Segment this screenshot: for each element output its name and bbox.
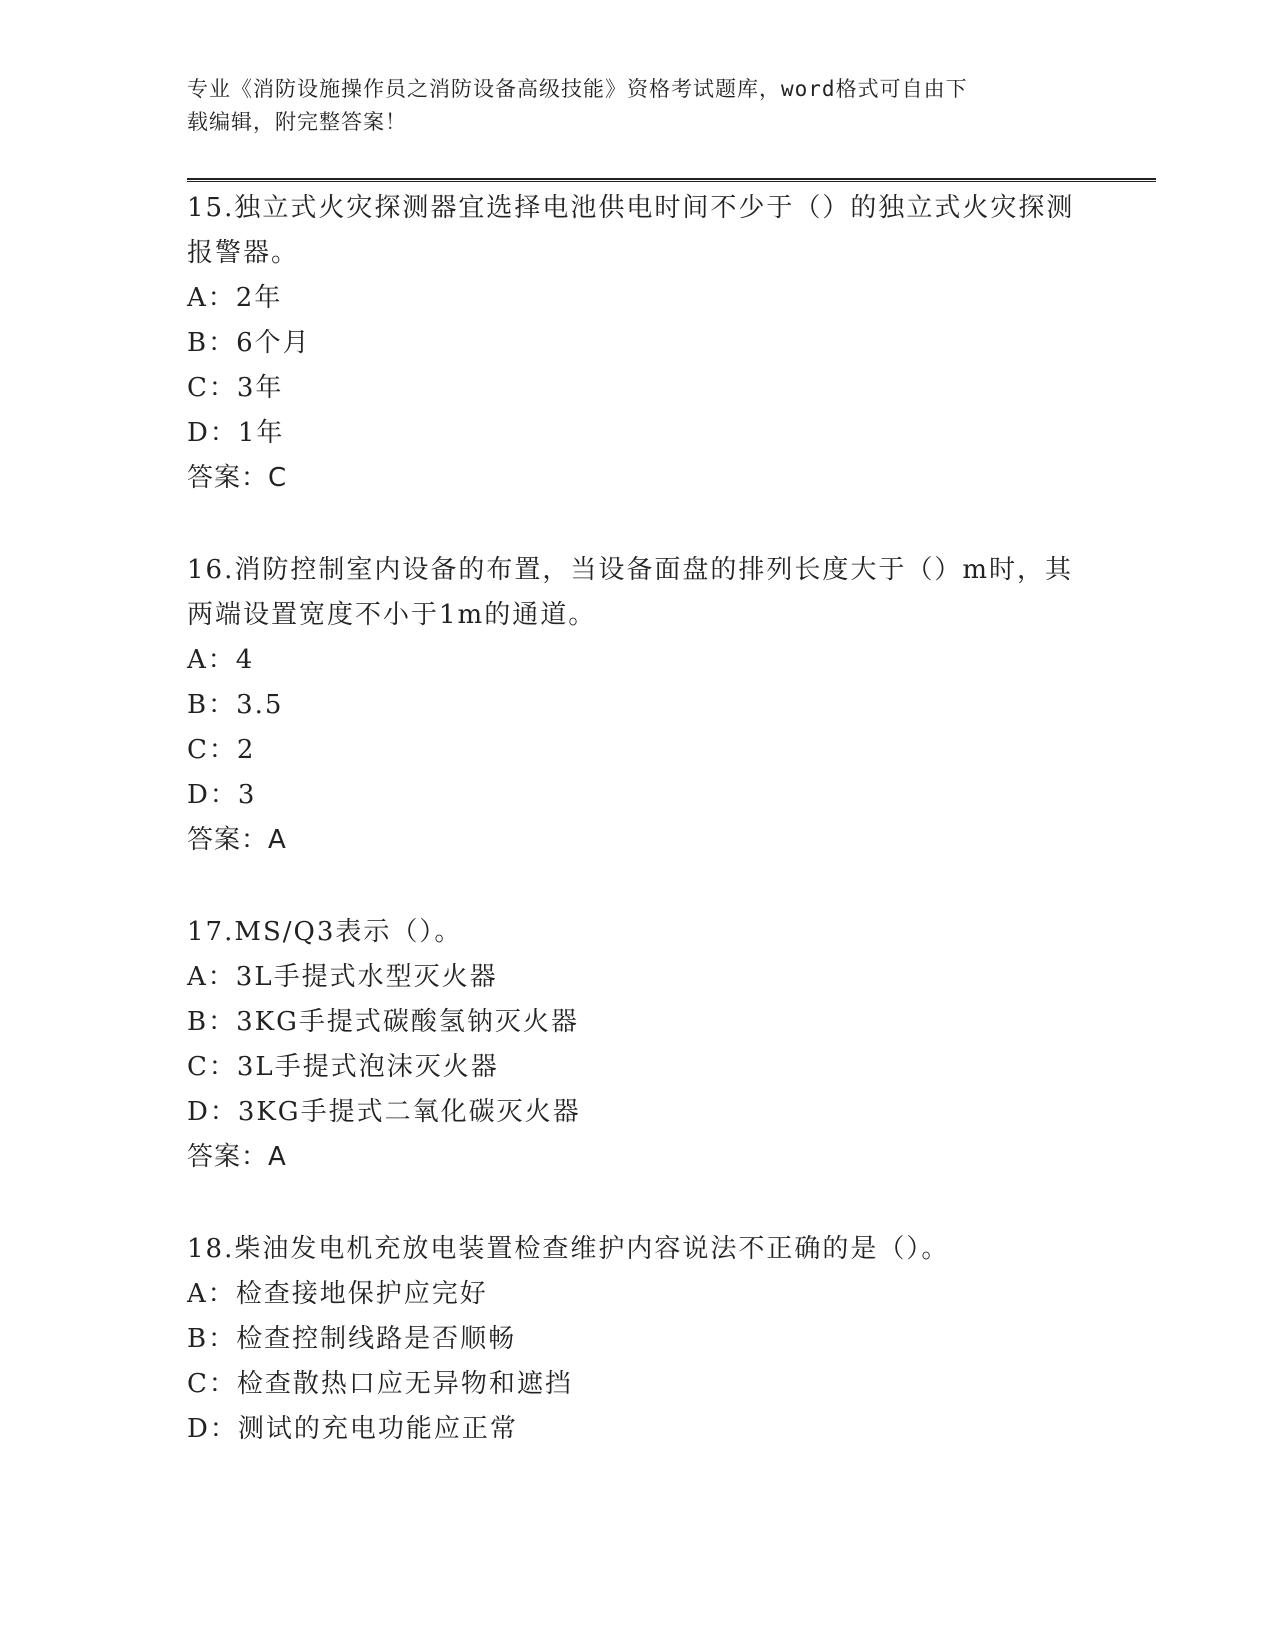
question-17 <box>187 910 1087 1180</box>
option-d: D：测试的充电功能应正常 <box>187 1414 518 1444</box>
question-16 <box>187 548 1087 863</box>
question-15 <box>187 186 1087 501</box>
option-b: B：3KG手提式碳酸氢钠灭火器 <box>187 1007 579 1037</box>
option-d: D：3KG手提式二氧化碳灭火器 <box>187 1097 581 1127</box>
header-line-2: 载编辑，附完整答案！ <box>187 110 407 134</box>
option-c: C：2 <box>187 735 256 765</box>
option-a: A：3L手提式水型灭火器 <box>187 962 498 992</box>
option-b: B：6个月 <box>187 328 311 358</box>
option-b: B：3.5 <box>187 690 284 720</box>
option-a: A：检查接地保护应完好 <box>187 1279 488 1309</box>
answer: 答案：A <box>187 1142 287 1172</box>
option-c: C：3L手提式泡沫灭火器 <box>187 1052 499 1082</box>
option-a: A：4 <box>187 645 255 675</box>
question-stem: 16.消防控制室内设备的布置，当设备面盘的排列长度大于（）m时，其两端设置宽度不小于1m的通道。 <box>187 555 1074 630</box>
question-stem: 18.柴油发电机充放电装置检查维护内容说法不正确的是（）。 <box>187 1234 950 1264</box>
question-18 <box>187 1227 1087 1452</box>
question-stem: 15.独立式火灾探测器宜选择电池供电时间不少于（）的独立式火灾探测报警器。 <box>187 193 1075 268</box>
option-d: D：3 <box>187 780 257 810</box>
answer: 答案：C <box>187 463 288 493</box>
header-divider <box>187 178 1156 182</box>
option-c: C：3年 <box>187 373 284 403</box>
option-d: D：1年 <box>187 418 285 448</box>
document-header <box>187 73 1067 139</box>
option-a: A：2年 <box>187 283 283 313</box>
question-stem: 17.MS/Q3表示（）。 <box>187 917 463 947</box>
header-line-1: 专业《消防设施操作员之消防设备高级技能》资格考试题库，word格式可自由下 <box>187 77 968 101</box>
answer: 答案：A <box>187 825 287 855</box>
option-c: C：检查散热口应无异物和遮挡 <box>187 1369 573 1399</box>
option-b: B：检查控制线路是否顺畅 <box>187 1324 517 1354</box>
